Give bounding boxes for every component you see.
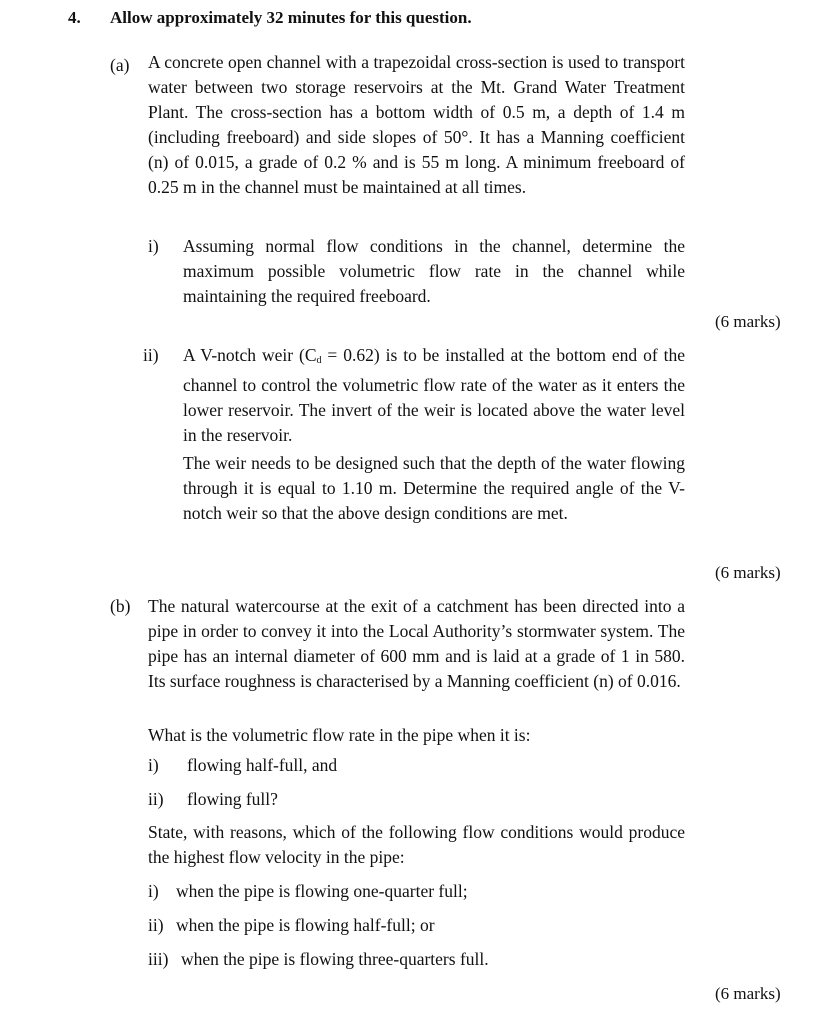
part-a-i-text: Assuming normal flow conditions in the channel, determine the maximum possible volumetric flow rate in the channel while maintaining the required freeboard. (183, 236, 685, 306)
part-a-ii-marks: (6 marks) (715, 563, 781, 582)
part-b-s-item-1-text: when the pipe is flowing one-quarter full; (176, 881, 468, 901)
part-a-ii-text (183, 343, 685, 448)
part-b-q-item-2-label: ii) (148, 789, 164, 809)
part-b-s-item-3-text: when the pipe is flowing three-quarters full. (181, 949, 489, 969)
part-a-ii-text-2: The weir needs to be designed such that the depth of the water flowing through it is equal to 1.10 m. Determine the required angle of the V-notch weir so that the above design conditions are met. (183, 453, 685, 523)
part-b-q-item-1-text: flowing half-full, and (187, 755, 338, 775)
part-b-s-item-2-text: when the pipe is flowing half-full; or (176, 915, 435, 935)
part-b-s-item-1-label: i) (148, 881, 159, 901)
question-number: 4. (68, 8, 81, 27)
part-b-intro: The natural watercourse at the exit of a catchment has been directed into a pipe in order to convey it into the Local Authority’s stormwater system. The pipe has an internal diameter of 600 mm and is laid at a grade of 1 in 580. Its surface roughness is characterised by a Manning coefficient (n) of 0.016. (148, 596, 685, 691)
part-b-s-item-2-label: ii) (148, 915, 164, 935)
part-b-q-item-2-text: flowing full? (187, 789, 278, 809)
part-a-ii-text-post: = 0.62) is to be installed at the bottom end of the channel to control the volumetric flow rate of the water as it enters the lower reservoir. The invert of the weir is located above the water level in the reservoir. (183, 345, 685, 445)
part-a-ii-text-pre: A V-notch weir (C (183, 345, 317, 365)
question-heading: Allow approximately 32 minutes for this question. (110, 8, 472, 27)
cd-subscript: d (316, 355, 322, 366)
part-b-marks: (6 marks) (715, 984, 781, 1003)
part-b-q-item-1-label: i) (148, 755, 159, 775)
part-a-i-label: i) (148, 236, 159, 256)
part-b-label: (b) (110, 596, 131, 616)
part-a-intro: A concrete open channel with a trapezoidal cross-section is used to transport water between two storage reservoirs at the Mt. Grand Water Treatment Plant. The cross-section has a bottom width of 0.5 m, a depth of 1.4 m (including freeboard) and side slopes of 50°. It has a Manning coefficient (n) of 0.015, a grade of 0.2 % and is 55 m long. A minimum freeboard of 0.25 m in the channel must be maintained at all times. (148, 52, 685, 197)
part-b-question: What is the volumetric flow rate in the pipe when it is: (148, 725, 531, 745)
part-a-i-marks: (6 marks) (715, 312, 781, 331)
part-b-state: State, with reasons, which of the following flow conditions would produce the highest flow velocity in the pipe: (148, 822, 685, 867)
part-a-label: (a) (110, 55, 130, 75)
part-a-ii-label: ii) (143, 345, 159, 365)
part-b-s-item-3-label: iii) (148, 949, 169, 969)
